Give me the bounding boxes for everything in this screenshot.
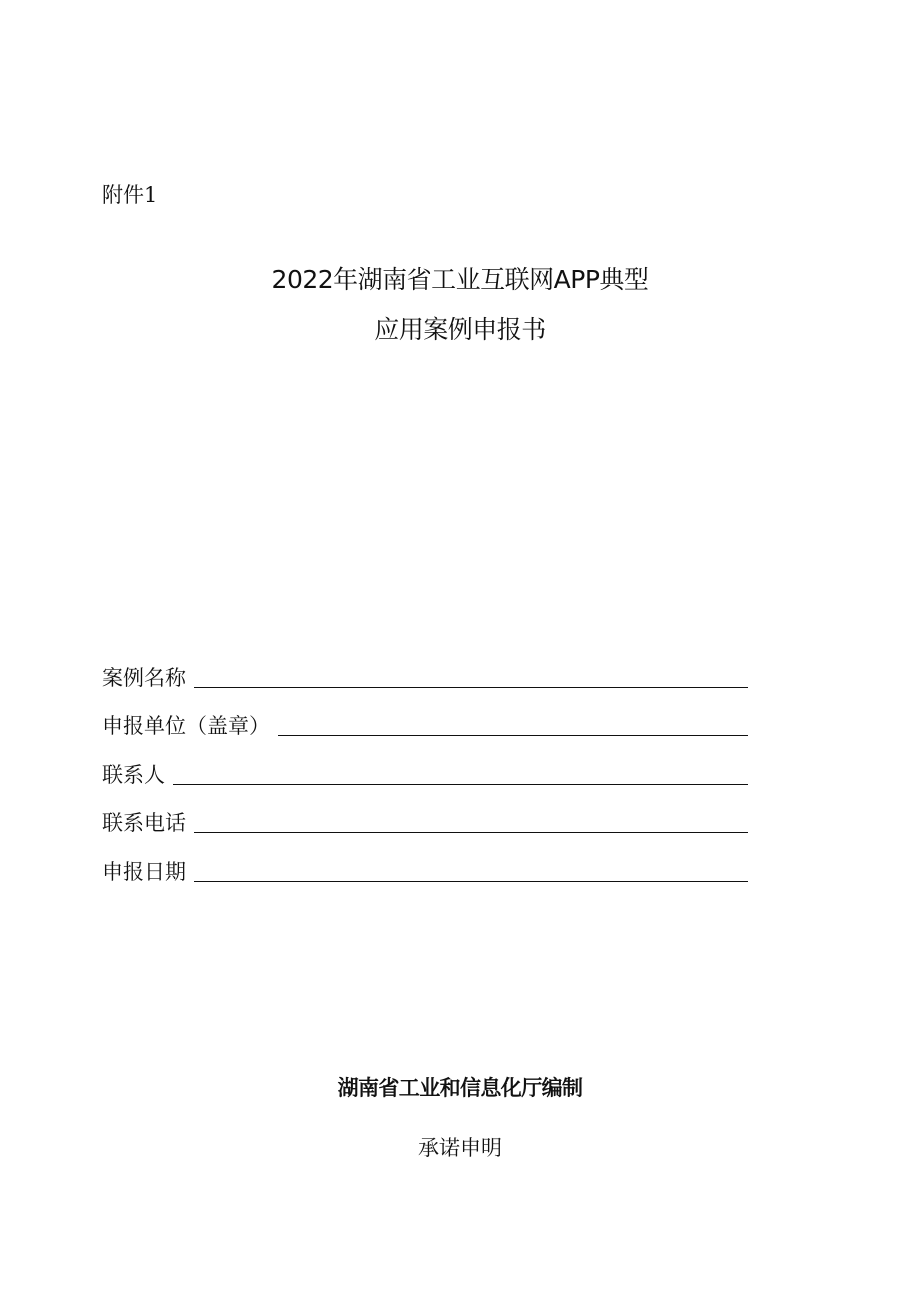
form-row-application-date	[102, 838, 748, 887]
attachment-label: 附件1	[102, 183, 158, 207]
issuer-line: 湖南省工业和信息化厅编制	[337, 1076, 583, 1100]
case-name-label: 案例名称	[102, 665, 186, 690]
form-row-contact-phone	[102, 790, 748, 839]
pledge-heading: 承诺申明	[418, 1136, 502, 1160]
form-row-applicant-unit	[102, 693, 748, 742]
contact-phone-label: 联系电话	[102, 811, 186, 835]
applicant-unit-label: 申报单位（盖章）	[102, 714, 270, 738]
applicant-unit-fill-line[interactable]	[278, 735, 748, 736]
form-row-contact-person	[102, 741, 748, 790]
contact-person-label: 联系人	[102, 762, 165, 787]
application-date-label: 申报日期	[102, 859, 186, 884]
contact-phone-fill-line[interactable]	[194, 832, 748, 833]
case-name-fill-line[interactable]	[194, 687, 748, 688]
application-date-fill-line[interactable]	[194, 881, 748, 882]
contact-person-fill-line[interactable]	[173, 784, 748, 785]
document-title-line-1: 2022年湖南省工业互联网APP典型	[271, 265, 649, 294]
document-title-line-2: 应用案例申报书	[374, 315, 546, 344]
application-form	[102, 644, 748, 887]
form-row-case-name	[102, 644, 748, 693]
